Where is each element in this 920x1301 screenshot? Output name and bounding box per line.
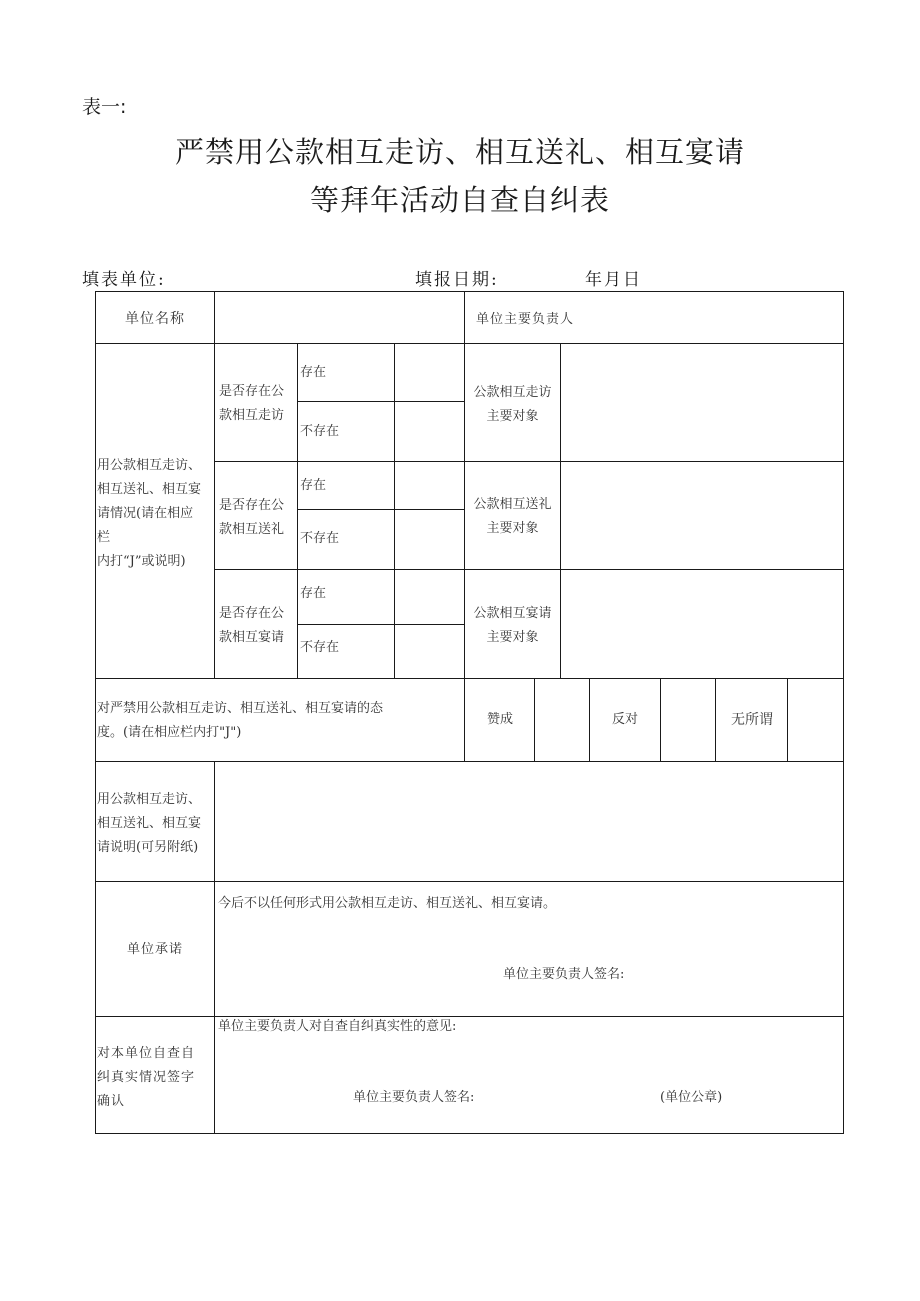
col-divider (560, 343, 561, 679)
situation-label-line: 内打“J”或说明) (97, 554, 186, 569)
oppose-label: 反对 (611, 712, 638, 727)
option-not-exists: 不存在 (300, 424, 340, 439)
sub-row-divider (297, 401, 464, 402)
unit-head-label: 单位主要负责人 (476, 312, 575, 327)
checkbox-banquet-not-exists[interactable] (396, 626, 463, 677)
target-banquet-label (465, 602, 560, 650)
situation-label-line: 栏 (97, 530, 111, 545)
option-exists: 存在 (300, 365, 327, 380)
situation-label-line: 相互送礼、相互宴 (97, 482, 202, 497)
question-gift (219, 494, 284, 542)
page-title-line1: 严禁用公款相互走访、相互送礼、相互宴请 (174, 135, 745, 169)
explain-label (97, 788, 214, 860)
attitude-line: 对严禁用公款相互走访、相互送礼、相互宴请的态 (97, 701, 384, 716)
option-not-exists: 不存在 (300, 640, 340, 655)
table-number: 表一: (82, 96, 127, 118)
commit-label: 单位承诺 (126, 942, 183, 957)
commit-sign-field[interactable] (660, 958, 830, 990)
row-divider (95, 1016, 844, 1017)
sub-row-divider (297, 509, 464, 510)
target-visit-field[interactable] (562, 345, 842, 460)
approve-checkbox[interactable] (536, 680, 588, 760)
target-gift-label (465, 493, 560, 541)
checkbox-gift-not-exists[interactable] (396, 511, 463, 568)
question-line: 款相互宴请 (219, 630, 285, 645)
checkbox-visit-not-exists[interactable] (396, 403, 463, 460)
page-title-line2: 等拜年活动自查自纠表 (309, 183, 610, 217)
situation-label-line: 用公款相互走访、 (97, 458, 202, 473)
indifferent-label: 无所谓 (731, 712, 773, 728)
row-divider (215, 461, 844, 462)
explain-line: 用公款相互走访、 (97, 792, 202, 807)
target-visit-label (465, 381, 560, 429)
target-banquet-field[interactable] (562, 571, 842, 677)
situation-label (97, 454, 214, 574)
unit-name-field[interactable] (216, 293, 463, 342)
question-line: 款相互送礼 (219, 522, 285, 537)
confirm-line: 纠真实情况签字 (97, 1070, 196, 1085)
col-divider (660, 678, 661, 762)
target-line: 主要对象 (486, 630, 539, 645)
oppose-checkbox[interactable] (662, 680, 714, 760)
opinion-text: 单位主要负责人对自查自纠真实性的意见: (218, 1019, 457, 1034)
approve-label: 赞成 (486, 712, 513, 727)
attitude-line: 度。(请在相应栏内打"J") (97, 725, 242, 740)
col-divider (297, 343, 298, 679)
col-divider (214, 291, 215, 679)
target-line: 主要对象 (486, 409, 539, 424)
table-border-top (95, 291, 844, 292)
question-line: 是否存在公 (219, 384, 285, 399)
table-border-left (95, 291, 96, 1134)
row-divider (95, 881, 844, 882)
row-divider (95, 761, 844, 762)
option-exists: 存在 (300, 478, 327, 493)
question-line: 是否存在公 (219, 606, 285, 621)
checkbox-gift-exists[interactable] (396, 463, 463, 508)
table-border-bottom (95, 1133, 844, 1134)
col-divider (394, 343, 395, 679)
question-line: 是否存在公 (219, 498, 285, 513)
attitude-label (97, 697, 463, 745)
confirm-line: 确认 (97, 1094, 126, 1109)
col-divider (464, 291, 465, 344)
explain-line: 相互送礼、相互宴 (97, 816, 202, 831)
target-line: 公款相互走访 (473, 385, 552, 400)
target-gift-field[interactable] (562, 463, 842, 568)
confirm-label (97, 1042, 214, 1114)
question-line: 款相互走访 (219, 408, 285, 423)
checkbox-visit-exists[interactable] (396, 345, 463, 400)
checkbox-banquet-exists[interactable] (396, 571, 463, 623)
option-exists: 存在 (300, 586, 327, 601)
fill-unit-label: 填表单位: (82, 270, 166, 290)
opinion-sign-label: 单位主要负责人签名: (353, 1090, 475, 1105)
sub-row-divider (297, 624, 464, 625)
seal-label: (单位公章) (660, 1090, 723, 1105)
opinion-field[interactable] (216, 1042, 842, 1082)
unit-head-field[interactable] (600, 293, 842, 342)
row-divider (95, 678, 844, 679)
situation-label-line: 请情况(请在相应 (97, 506, 194, 521)
row-divider (95, 343, 844, 344)
explain-field[interactable] (216, 763, 842, 880)
commit-sign-label: 单位主要负责人签名: (503, 967, 625, 982)
table-border-right (843, 291, 844, 1134)
question-banquet (219, 602, 284, 650)
target-line: 公款相互送礼 (473, 497, 552, 512)
question-visit (219, 380, 284, 428)
explain-line: 请说明(可另附纸) (97, 840, 199, 855)
target-line: 主要对象 (486, 521, 539, 536)
confirm-line: 对本单位自查自 (97, 1046, 196, 1061)
target-line: 公款相互宴请 (473, 606, 552, 621)
commit-text: 今后不以任何形式用公款相互走访、相互送礼、相互宴请。 (218, 896, 557, 911)
date-suffix: 年月日 (585, 270, 642, 290)
option-not-exists: 不存在 (300, 531, 340, 546)
row-divider (215, 569, 844, 570)
unit-name-label: 单位名称 (125, 311, 185, 327)
fill-date-label: 填报日期: (415, 270, 499, 290)
indifferent-checkbox[interactable] (789, 680, 842, 760)
